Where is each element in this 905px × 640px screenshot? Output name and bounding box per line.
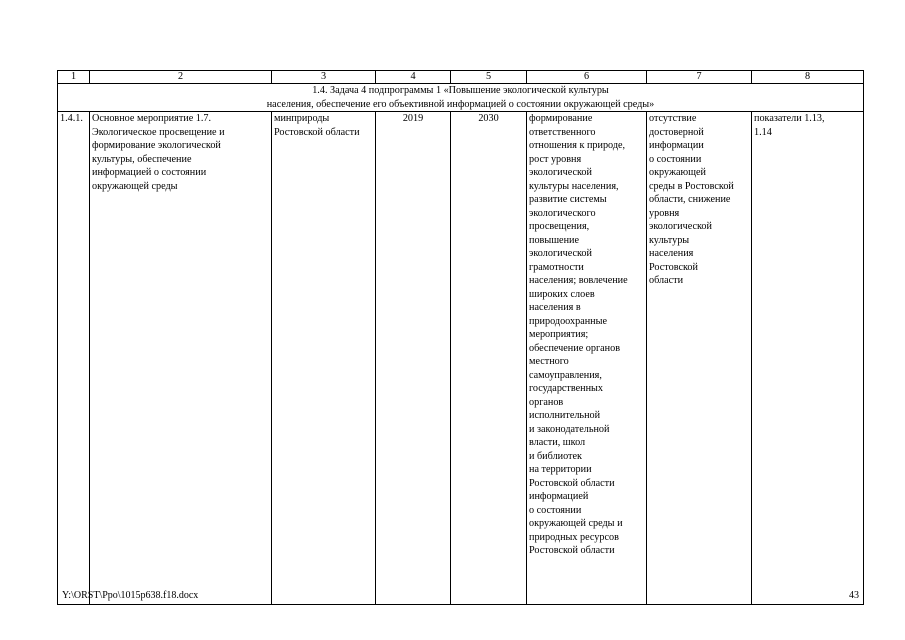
task-heading-line: населения, обеспечение его объективной информацией о состоянии окружающей среды» <box>266 98 655 110</box>
task-heading-row <box>58 84 864 112</box>
column-number: 4 <box>376 71 451 84</box>
text-line: Экологическое просвещение и <box>92 126 225 138</box>
text-line: информацией <box>529 491 589 502</box>
text-line: информацией о состоянии <box>92 167 207 178</box>
text-line: о состоянии <box>529 504 582 516</box>
column-number-row <box>58 71 864 84</box>
text-line: органов <box>529 396 564 408</box>
file-path: Y:\ORST\Ppo\1015p638.f18.docx <box>62 590 199 601</box>
text-line: формирование <box>529 113 593 124</box>
measure-name <box>90 112 272 605</box>
program-table <box>57 70 864 605</box>
text-line: достоверной <box>649 126 704 138</box>
text-line: окружающей среды и <box>529 518 623 529</box>
page-number: 43 <box>849 590 859 601</box>
text-line: культуры населения, <box>529 180 619 192</box>
text-line: мероприятия; <box>529 329 589 340</box>
non-implementation-consequences <box>647 112 752 605</box>
text-line: области <box>649 275 684 286</box>
text-line: природных ресурсов <box>529 531 619 543</box>
text-line: Ростовской области <box>529 545 615 556</box>
text-line: повышение <box>529 234 579 246</box>
text-line: ответственного <box>529 126 596 138</box>
text-line: Ростовской <box>649 261 698 273</box>
text-line: и библиотек <box>529 450 582 462</box>
text-line: экологической <box>529 248 592 259</box>
column-number: 7 <box>647 71 752 84</box>
end-year: 2030 <box>451 112 527 605</box>
text-line: Ростовской области <box>274 126 360 138</box>
start-year: 2019 <box>376 112 451 605</box>
text-line: информации <box>649 140 704 151</box>
text-line: области, снижение <box>649 194 731 205</box>
text-line: отсутствие <box>649 113 697 124</box>
row-number: 1.4.1. <box>58 112 90 605</box>
text-line: экологической <box>529 167 592 178</box>
task-heading-line: 1.4. Задача 4 подпрограммы 1 «Повышение экологической культуры <box>312 85 609 96</box>
text-line: исполнительной <box>529 410 601 421</box>
text-line: минприроды <box>274 113 330 124</box>
column-number: 2 <box>90 71 272 84</box>
text-line: развитие системы <box>529 194 607 205</box>
text-line: государственных <box>529 383 603 394</box>
text-line: окружающей <box>649 167 706 178</box>
column-number: 6 <box>527 71 647 84</box>
text-line: рост уровня <box>529 153 582 165</box>
text-line: населения в <box>529 302 581 313</box>
text-line: и законодательной <box>529 423 610 435</box>
text-line: природоохранные <box>529 315 607 327</box>
text-line: местного <box>529 356 569 367</box>
column-number: 1 <box>58 71 90 84</box>
executor <box>272 112 376 605</box>
text-line: населения <box>649 248 694 259</box>
text-line: среды в Ростовской <box>649 180 734 192</box>
column-number: 8 <box>752 71 864 84</box>
text-line: культуры <box>649 234 690 246</box>
text-line: обеспечение органов <box>529 342 621 354</box>
text-line: культуры, обеспечение <box>92 153 192 165</box>
text-line: власти, школ <box>529 437 586 448</box>
text-line: грамотности <box>529 261 584 273</box>
text-line: широких слоев <box>529 288 595 300</box>
related-indicators <box>752 112 864 605</box>
text-line: формирование экологической <box>92 140 221 151</box>
text-line: просвещения, <box>529 221 590 232</box>
text-line: экологической <box>649 221 712 232</box>
text-line: показатели 1.13, <box>754 113 825 124</box>
text-line: населения; вовлечение <box>529 275 628 286</box>
text-line: самоуправления, <box>529 369 602 381</box>
text-line: отношения к природе, <box>529 140 626 151</box>
text-line: окружающей среды <box>92 180 178 192</box>
text-line: уровня <box>649 207 680 219</box>
text-line: экологического <box>529 207 596 219</box>
column-number: 5 <box>451 71 527 84</box>
column-number: 3 <box>272 71 376 84</box>
table-row <box>58 112 864 605</box>
text-line: на территории <box>529 464 592 475</box>
expected-result <box>527 112 647 605</box>
text-line: Ростовской области <box>529 477 615 489</box>
text-line: о состоянии <box>649 153 702 165</box>
text-line: 1.14 <box>754 126 772 138</box>
text-line: Основное мероприятие 1.7. <box>92 113 212 124</box>
task-heading <box>58 84 864 112</box>
